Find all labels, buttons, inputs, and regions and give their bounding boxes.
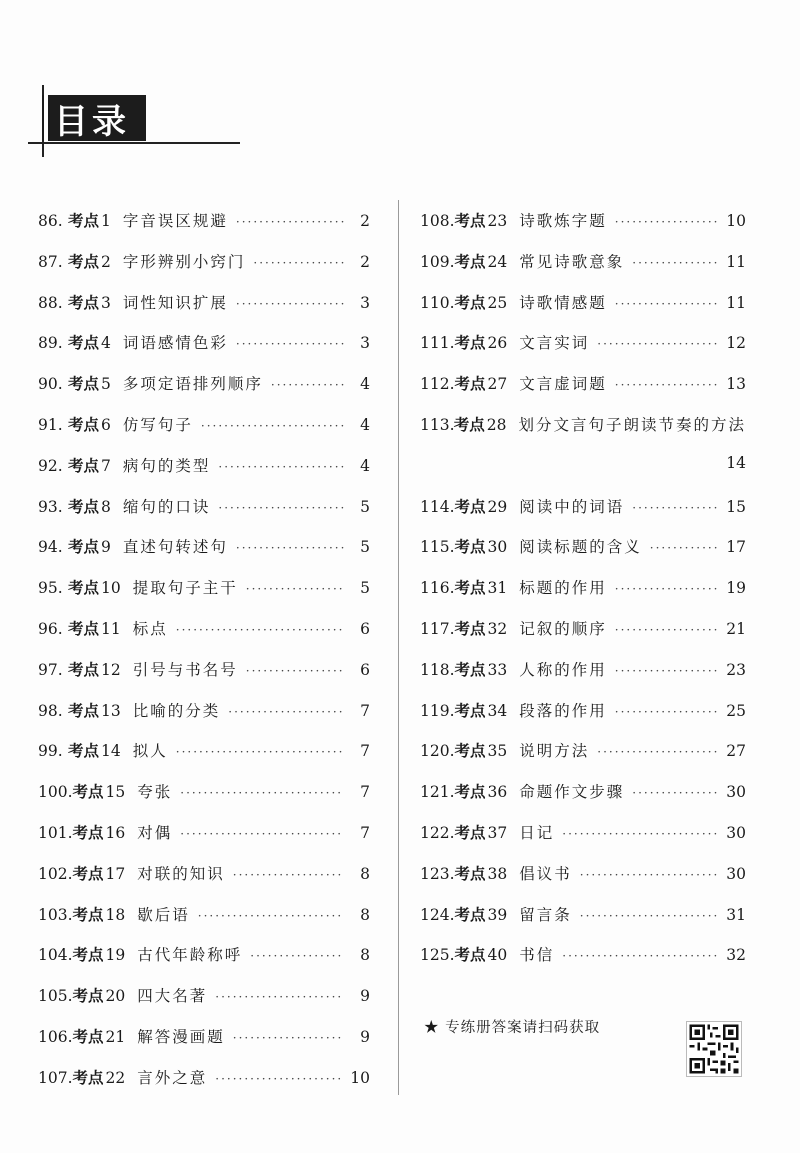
entry-page-number: 7	[360, 823, 370, 842]
entry-number: 121.	[420, 783, 455, 802]
entry-number: 109.	[420, 252, 455, 271]
entry-keyword: 考点	[72, 1026, 104, 1046]
toc-entry[interactable]	[38, 658, 370, 699]
entry-number: 90.	[38, 375, 63, 394]
entry-title: 拟人	[132, 742, 168, 761]
toc-entry[interactable]	[420, 495, 746, 536]
entry-point-number: 32	[487, 619, 508, 638]
leader-dots	[271, 378, 344, 392]
entry-page-number: 3	[360, 293, 370, 312]
qr-code-icon[interactable]	[686, 1021, 742, 1077]
entry-page-number: 2	[360, 212, 370, 230]
entry-page-number: 30	[726, 783, 746, 802]
toc-entry[interactable]	[38, 331, 370, 372]
entry-point-number: 38	[487, 864, 508, 883]
entry-title: 对联的知识	[137, 864, 225, 883]
entry-title: 多项定语排列顺序	[122, 375, 263, 394]
leader-dots	[198, 909, 344, 923]
toc-entry-continuation	[420, 454, 746, 495]
leader-dots	[236, 541, 344, 555]
entry-title: 四大名著	[137, 987, 208, 1006]
entry-number: 94.	[38, 538, 63, 557]
entry-page-number: 8	[360, 905, 370, 924]
entry-keyword: 考点	[68, 578, 100, 598]
entry-page-number: 7	[360, 783, 370, 802]
leader-dots	[218, 460, 344, 474]
toc-entry[interactable]	[38, 617, 370, 658]
entry-title: 字形辨别小窍门	[122, 252, 246, 271]
entry-title: 诗歌炼字题	[519, 212, 607, 230]
entry-point-number: 37	[487, 823, 508, 842]
entry-point-number: 34	[487, 701, 508, 720]
entry-title: 对偶	[137, 823, 173, 842]
leader-dots	[246, 582, 344, 596]
toc-entry[interactable]	[420, 535, 746, 576]
entry-keyword: 考点	[68, 414, 100, 434]
entry-number: 123.	[420, 864, 455, 883]
toc-entry[interactable]	[420, 658, 746, 699]
entry-keyword: 考点	[454, 496, 486, 516]
entry-point-number: 39	[487, 905, 508, 924]
entry-point-number: 7	[101, 456, 111, 475]
toc-entry[interactable]	[420, 862, 746, 903]
toc-entry[interactable]	[420, 903, 746, 944]
entry-number: 101.	[38, 823, 73, 842]
leader-dots	[176, 623, 344, 637]
entry-point-number: 18	[105, 905, 126, 924]
entry-number: 120.	[420, 742, 455, 761]
entry-title: 缩句的口诀	[122, 497, 211, 516]
entry-number: 105.	[38, 987, 73, 1006]
leader-dots	[580, 909, 718, 923]
entry-keyword: 考点	[454, 374, 486, 394]
entry-page-number: 4	[360, 456, 370, 475]
entry-number: 88.	[38, 293, 63, 312]
entry-title: 词性知识扩展	[122, 293, 228, 312]
entry-number: 108.	[420, 212, 455, 230]
leader-dots	[615, 378, 718, 392]
entry-number: 111.	[420, 334, 455, 353]
leader-dots	[615, 582, 718, 596]
entry-number: 104.	[38, 946, 73, 965]
entry-point-number: 4	[101, 334, 111, 353]
entry-page-number: 12	[726, 334, 746, 353]
entry-title: 段落的作用	[519, 701, 607, 720]
entry-number: 95.	[38, 579, 63, 598]
leader-dots	[615, 297, 718, 311]
title-accent-bar	[44, 95, 48, 141]
leader-dots	[562, 949, 718, 963]
leader-dots	[246, 664, 344, 678]
entry-number: 114.	[420, 497, 455, 516]
leader-dots	[236, 337, 344, 351]
toc-entry[interactable]	[38, 413, 370, 454]
entry-number: 97.	[38, 660, 63, 679]
entry-point-number: 8	[101, 497, 111, 516]
entry-title: 常见诗歌意象	[519, 252, 625, 271]
entry-page-number: 27	[726, 742, 746, 761]
leader-dots	[176, 745, 344, 759]
leader-dots	[250, 949, 344, 963]
entry-page-number: 6	[360, 660, 370, 679]
entry-page-number: 11	[726, 293, 746, 312]
toc-entry[interactable]	[420, 821, 746, 862]
entry-page-number: 30	[726, 864, 746, 883]
leader-dots	[201, 419, 344, 433]
entry-title: 夸张	[137, 783, 173, 802]
entry-page-number: 23	[726, 660, 746, 679]
entry-title: 标题的作用	[519, 579, 607, 598]
entry-number: 122.	[420, 823, 455, 842]
leader-dots	[228, 705, 344, 719]
entry-title: 提取句子主干	[132, 579, 238, 598]
entry-point-number: 17	[105, 864, 126, 883]
leader-dots	[597, 337, 718, 351]
entry-point-number: 26	[487, 334, 508, 353]
entry-page-number: 25	[726, 701, 746, 720]
toc-entry[interactable]	[38, 739, 370, 780]
entry-keyword: 考点	[68, 537, 100, 557]
entry-title: 文言实词	[519, 334, 590, 353]
toc-entry[interactable]	[38, 250, 370, 291]
leader-dots	[597, 745, 718, 759]
entry-title: 标点	[132, 619, 168, 638]
entry-point-number: 12	[101, 660, 121, 679]
title-underline	[28, 142, 240, 144]
entry-point-number: 6	[101, 415, 111, 434]
toc-entry[interactable]	[420, 943, 746, 984]
entry-number: 103.	[38, 905, 73, 924]
entry-title: 言外之意	[137, 1068, 208, 1087]
answer-note: ★ 专练册答案请扫码获取	[424, 1020, 601, 1036]
toc-entry[interactable]	[38, 535, 370, 576]
toc-entry[interactable]	[38, 576, 370, 617]
leader-dots	[632, 256, 718, 270]
toc-entry[interactable]	[38, 291, 370, 332]
entry-keyword: 考点	[68, 659, 100, 679]
entry-keyword: 考点	[72, 986, 104, 1006]
entry-keyword: 考点	[454, 333, 486, 353]
leader-dots	[215, 990, 344, 1004]
entry-point-number: 20	[105, 987, 126, 1006]
entry-point-number: 30	[487, 538, 508, 557]
entry-page-number: 10	[726, 212, 746, 230]
entry-page-number: 11	[726, 252, 746, 271]
entry-keyword: 考点	[454, 537, 486, 557]
entry-title: 倡议书	[519, 864, 572, 883]
entry-keyword: 考点	[454, 292, 486, 312]
entry-page-number: 5	[360, 497, 370, 516]
toc-entry[interactable]	[420, 699, 746, 740]
entry-point-number: 29	[487, 497, 508, 516]
entry-keyword: 考点	[68, 292, 100, 312]
entry-point-number: 24	[487, 252, 508, 271]
entry-page-number: 30	[726, 823, 746, 842]
column-divider	[398, 200, 399, 1095]
entry-point-number: 15	[105, 783, 126, 802]
toc-right-column	[420, 209, 746, 984]
entry-title: 记叙的顺序	[519, 619, 607, 638]
entry-page-number: 8	[360, 864, 370, 883]
entry-point-number: 9	[101, 538, 111, 557]
entry-title: 词语感情色彩	[122, 334, 228, 353]
entry-title: 日记	[519, 823, 555, 842]
entry-keyword: 考点	[68, 618, 100, 638]
leader-dots	[253, 256, 344, 270]
leader-dots	[615, 215, 718, 229]
entry-point-number: 28	[486, 415, 507, 434]
entry-keyword: 考点	[454, 863, 486, 883]
entry-keyword: 考点	[454, 251, 486, 271]
toc-entry[interactable]	[420, 780, 746, 821]
entry-page-number: 3	[360, 334, 370, 353]
leader-dots	[218, 501, 344, 515]
entry-point-number: 35	[487, 742, 508, 761]
entry-number: 87.	[38, 252, 63, 271]
entry-number: 91.	[38, 415, 63, 434]
entry-title: 阅读标题的含义	[519, 538, 642, 557]
leader-dots	[180, 827, 344, 841]
toc-entry[interactable]	[38, 1066, 370, 1107]
entry-keyword: 考点	[454, 782, 486, 802]
entry-page-number: 8	[360, 946, 370, 965]
entry-point-number: 13	[101, 701, 121, 720]
toc-entry[interactable]	[420, 576, 746, 617]
toc-entry[interactable]	[38, 984, 370, 1025]
toc-entry[interactable]	[420, 291, 746, 332]
toc-entry[interactable]	[38, 699, 370, 740]
entry-page-number: 7	[360, 701, 370, 720]
entry-page-number: 21	[726, 619, 746, 638]
entry-keyword: 考点	[72, 1067, 104, 1087]
entry-keyword: 考点	[68, 211, 100, 230]
leader-dots	[632, 501, 718, 515]
toc-entry[interactable]	[38, 209, 370, 250]
entry-number: 119.	[420, 701, 455, 720]
entry-keyword: 考点	[68, 496, 100, 516]
entry-point-number: 31	[487, 579, 508, 598]
leader-dots	[632, 786, 718, 800]
entry-point-number: 36	[487, 783, 508, 802]
entry-title: 比喻的分类	[132, 701, 221, 720]
toc-entry[interactable]	[420, 331, 746, 372]
leader-dots	[215, 1072, 342, 1086]
page-title	[42, 95, 146, 141]
entry-title: 文言虚词题	[519, 375, 607, 394]
entry-page-number: 31	[726, 905, 746, 924]
entry-point-number: 19	[105, 946, 126, 965]
entry-number: 107.	[38, 1068, 73, 1087]
leader-dots	[233, 868, 344, 882]
entry-title: 解答漫画题	[137, 1027, 225, 1046]
entry-point-number: 22	[105, 1068, 126, 1087]
entry-number: 92.	[38, 456, 63, 475]
entry-number: 86.	[38, 212, 63, 230]
entry-page-number: 15	[726, 497, 746, 516]
entry-page-number: 32	[726, 946, 746, 965]
entry-point-number: 16	[105, 823, 126, 842]
toc-left-column	[38, 209, 370, 1107]
entry-page-number: 14	[726, 453, 746, 472]
entry-keyword: 考点	[453, 414, 485, 434]
entry-page-number: 10	[350, 1068, 370, 1087]
entry-keyword: 考点	[454, 904, 486, 924]
entry-title: 阅读中的词语	[519, 497, 625, 516]
toc-entry[interactable]	[420, 250, 746, 291]
toc-entry[interactable]	[38, 780, 370, 821]
toc-entry[interactable]	[420, 739, 746, 780]
entry-keyword: 考点	[68, 700, 100, 720]
entry-number: 96.	[38, 619, 63, 638]
leader-dots	[236, 215, 344, 229]
entry-keyword: 考点	[72, 822, 104, 842]
entry-title: 留言条	[519, 905, 572, 924]
entry-point-number: 23	[487, 212, 508, 230]
entry-number: 106.	[38, 1027, 73, 1046]
entry-point-number: 40	[487, 946, 508, 965]
leader-dots	[650, 541, 718, 555]
toc-entry[interactable]	[38, 903, 370, 944]
entry-title: 直述句转述句	[122, 538, 228, 557]
entry-title: 划分文言句子朗读节奏的方法	[518, 415, 746, 434]
entry-page-number: 4	[360, 415, 370, 434]
entry-point-number: 10	[101, 579, 121, 598]
entry-page-number: 17	[726, 538, 746, 557]
entry-page-number: 9	[360, 1027, 370, 1046]
leader-dots	[615, 623, 718, 637]
toc-entry[interactable]	[38, 1025, 370, 1066]
entry-point-number: 14	[101, 742, 121, 761]
entry-title: 诗歌情感题	[519, 293, 607, 312]
entry-page-number: 7	[360, 742, 370, 761]
entry-keyword: 考点	[72, 782, 104, 802]
entry-title: 说明方法	[519, 742, 590, 761]
entry-keyword: 考点	[454, 741, 486, 761]
entry-keyword: 考点	[68, 455, 100, 475]
entry-point-number: 3	[101, 293, 111, 312]
entry-number: 124.	[420, 905, 455, 924]
entry-keyword: 考点	[454, 659, 486, 679]
entry-keyword: 考点	[454, 700, 486, 720]
entry-keyword: 考点	[68, 374, 100, 394]
entry-page-number: 5	[360, 579, 370, 598]
entry-point-number: 11	[101, 619, 121, 638]
entry-page-number: 19	[726, 579, 746, 598]
entry-title: 歇后语	[137, 905, 190, 924]
entry-point-number: 25	[487, 293, 508, 312]
entry-point-number: 21	[105, 1027, 126, 1046]
entry-number: 99.	[38, 742, 63, 761]
entry-keyword: 考点	[454, 578, 486, 598]
entry-keyword: 考点	[72, 904, 104, 924]
leader-dots	[236, 297, 344, 311]
entry-page-number: 13	[726, 375, 746, 394]
entry-number: 115.	[420, 538, 455, 557]
entry-point-number: 33	[487, 660, 508, 679]
entry-number: 110.	[420, 293, 455, 312]
toc-entry[interactable]	[38, 862, 370, 903]
entry-point-number: 27	[487, 375, 508, 394]
toc-entry[interactable]	[38, 372, 370, 413]
leader-dots	[233, 1031, 344, 1045]
entry-title: 仿写句子	[122, 415, 193, 434]
leader-dots	[580, 868, 718, 882]
entry-number: 117.	[420, 619, 455, 638]
toc-entry[interactable]	[420, 372, 746, 413]
toc-entry[interactable]	[420, 617, 746, 658]
leader-dots	[615, 705, 718, 719]
entry-number: 116.	[420, 579, 455, 598]
toc-entry[interactable]	[38, 821, 370, 862]
entry-keyword: 考点	[68, 333, 100, 353]
toc-entry[interactable]	[420, 209, 746, 250]
entry-page-number: 2	[360, 252, 370, 271]
entry-number: 93.	[38, 497, 63, 516]
leader-dots	[562, 827, 718, 841]
entry-number: 113.	[420, 415, 455, 434]
entry-title: 命题作文步骤	[519, 783, 625, 802]
entry-point-number: 1	[101, 212, 111, 230]
entry-keyword: 考点	[454, 945, 486, 965]
entry-keyword: 考点	[68, 741, 100, 761]
entry-number: 100.	[38, 783, 73, 802]
toc-entry[interactable]	[38, 454, 370, 495]
page-title-text: 目录	[54, 101, 130, 142]
leader-dots	[615, 664, 718, 678]
entry-number: 125.	[420, 946, 455, 965]
entry-keyword: 考点	[72, 945, 104, 965]
entry-point-number: 5	[101, 375, 111, 394]
entry-title: 人称的作用	[519, 660, 607, 679]
entry-title: 引号与书名号	[132, 660, 238, 679]
entry-page-number: 6	[360, 619, 370, 638]
entry-number: 112.	[420, 375, 455, 394]
entry-number: 102.	[38, 864, 73, 883]
entry-page-number: 5	[360, 538, 370, 557]
entry-title: 病句的类型	[122, 456, 211, 475]
entry-keyword: 考点	[68, 251, 100, 271]
entry-keyword: 考点	[454, 618, 486, 638]
entry-page-number: 9	[360, 987, 370, 1006]
entry-keyword: 考点	[454, 822, 486, 842]
entry-title: 字音误区规避	[122, 212, 228, 230]
entry-page-number: 4	[360, 375, 370, 394]
entry-keyword: 考点	[454, 211, 486, 230]
entry-point-number: 2	[101, 252, 111, 271]
toc-entry[interactable]	[38, 495, 370, 536]
entry-number: 89.	[38, 334, 63, 353]
entry-number: 98.	[38, 701, 63, 720]
entry-keyword: 考点	[72, 863, 104, 883]
toc-entry[interactable]	[38, 943, 370, 984]
entry-number: 118.	[420, 660, 455, 679]
entry-title: 古代年龄称呼	[137, 946, 243, 965]
toc-entry[interactable]	[420, 413, 746, 454]
entry-title: 书信	[519, 946, 555, 965]
leader-dots	[180, 786, 344, 800]
